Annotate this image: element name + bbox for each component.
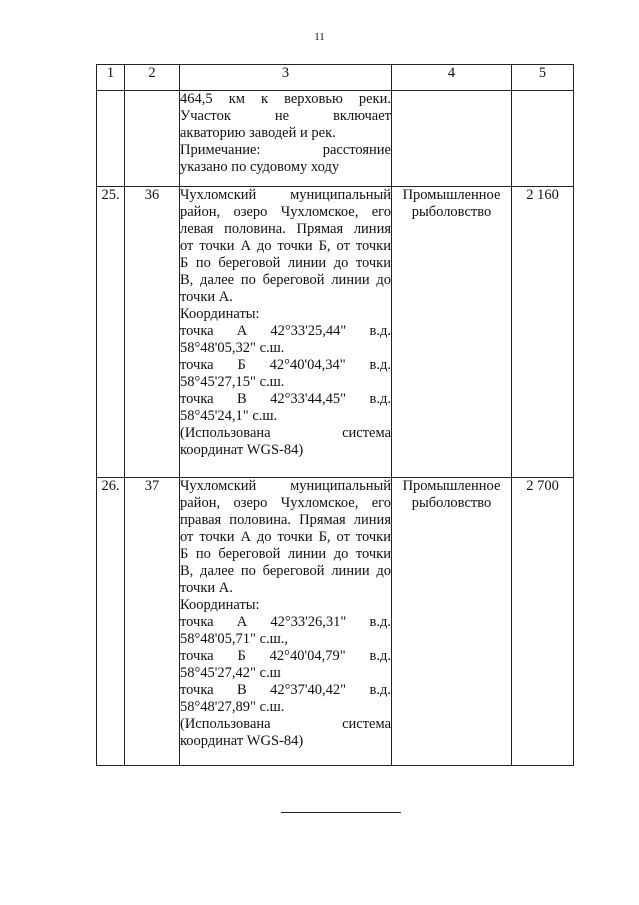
table-row: [97, 187, 574, 478]
usage-type: Промышленное рыболовство: [392, 478, 512, 766]
header-col-3: 3: [180, 65, 392, 91]
header-row: [97, 65, 574, 91]
area-value: 2 700: [512, 478, 574, 766]
area-description: [180, 478, 392, 766]
continuation-col-1: [97, 91, 125, 187]
area-code: 36: [125, 187, 180, 478]
area-value: 2 160: [512, 187, 574, 478]
continuation-line: указано по судовому ходу: [180, 159, 340, 175]
coordinate-latitude: 58°45'24,1" с.ш.: [180, 408, 278, 424]
coordinate-point-b: точка Б 42°40'04,34" в.д.: [180, 357, 391, 373]
row-number: 25.: [97, 187, 125, 478]
header-col-4: 4: [392, 65, 512, 91]
description-line: район, озеро Чухломское, его: [180, 495, 391, 511]
coordinate-system-note: (Использована система: [180, 716, 391, 732]
coordinate-latitude: 58°48'27,89" с.ш.: [180, 699, 285, 715]
description-line: точки А.: [180, 289, 233, 305]
header-col-2: 2: [125, 65, 180, 91]
continuation-line: Участок не включает: [180, 108, 391, 124]
coordinate-system-note: координат WGS-84): [180, 442, 304, 458]
description-line: Б по береговой линии до точки: [180, 255, 391, 271]
continuation-col-5: [512, 91, 574, 187]
coordinates-label: Координаты:: [180, 306, 260, 322]
row-number: 26.: [97, 478, 125, 766]
description-line: левая половина. Прямая линия: [180, 221, 391, 237]
usage-type: Промышленное рыболовство: [392, 187, 512, 478]
coordinate-system-note: координат WGS-84): [180, 733, 304, 749]
description-line: В, далее по береговой линии до: [180, 563, 391, 579]
coordinate-latitude: 58°45'27,15" с.ш.: [180, 374, 285, 390]
table-row: [97, 478, 574, 766]
header-col-5: 5: [512, 65, 574, 91]
description-line: Чухломский муниципальный: [180, 478, 391, 494]
continuation-col-2: [125, 91, 180, 187]
description-line: район, озеро Чухломское, его: [180, 204, 391, 220]
coordinates-label: Координаты:: [180, 597, 260, 613]
coordinate-point-a: точка А 42°33'26,31" в.д.: [180, 614, 391, 630]
description-line: Б по береговой линии до точки: [180, 546, 391, 562]
coordinate-point-a: точка А 42°33'25,44" в.д.: [180, 323, 391, 339]
continuation-line: 464,5 км к верховью реки.: [180, 91, 391, 107]
header-col-1: 1: [97, 65, 125, 91]
registry-table: [96, 64, 574, 766]
description-line: от точки А до точки Б, от точки: [180, 529, 391, 545]
coordinate-latitude: 58°48'05,71" с.ш.,: [180, 631, 289, 647]
area-code: 37: [125, 478, 180, 766]
signature-rule: [281, 812, 401, 813]
description-line: правая половина. Прямая линия: [180, 512, 391, 528]
description-line: точки А.: [180, 580, 233, 596]
coordinate-system-note: (Использована система: [180, 425, 391, 441]
coordinate-latitude: 58°45'27,42" с.ш: [180, 665, 281, 681]
coordinate-latitude: 58°48'05,32" с.ш.: [180, 340, 285, 356]
description-line: Чухломский муниципальный: [180, 187, 391, 203]
page-number: 11: [314, 31, 325, 43]
area-description: [180, 187, 392, 478]
continuation-line: акваторию заводей и рек.: [180, 125, 336, 141]
coordinate-point-c: точка В 42°33'44,45" в.д.: [180, 391, 391, 407]
description-line: В, далее по береговой линии до: [180, 272, 391, 288]
coordinate-point-c: точка В 42°37'40,42" в.д.: [180, 682, 391, 698]
continuation-description: [180, 91, 392, 187]
continuation-line: Примечание: расстояние: [180, 142, 391, 158]
coordinate-point-b: точка Б 42°40'04,79" в.д.: [180, 648, 391, 664]
continuation-row: [97, 91, 574, 187]
description-line: от точки А до точки Б, от точки: [180, 238, 391, 254]
continuation-col-4: [392, 91, 512, 187]
